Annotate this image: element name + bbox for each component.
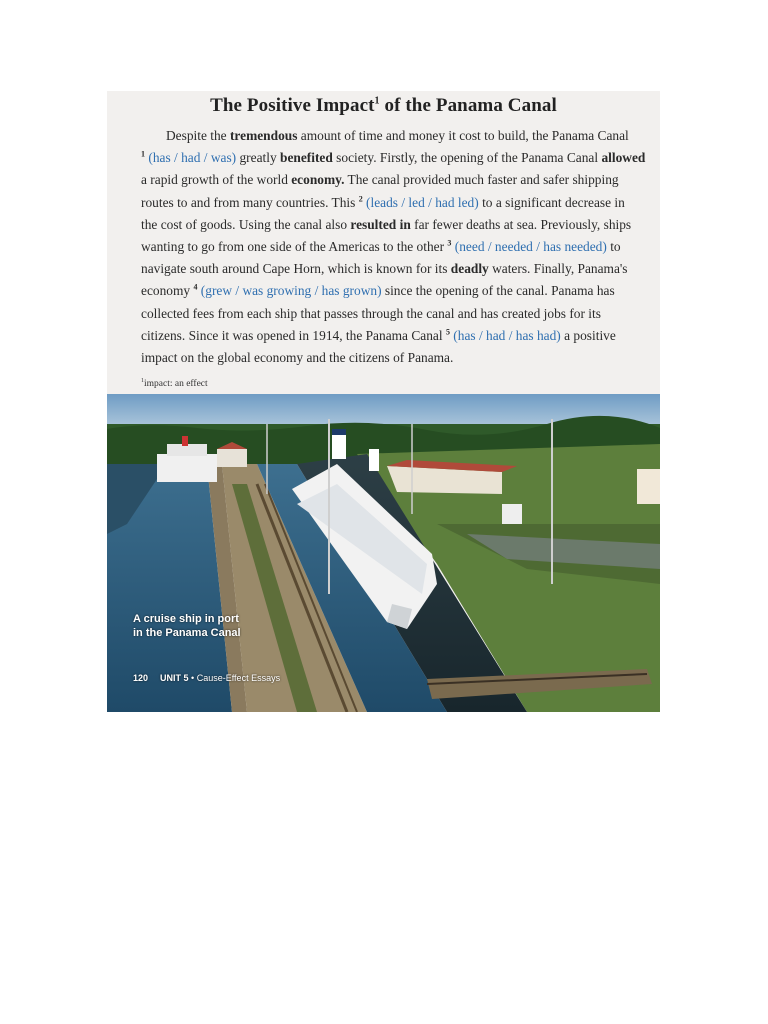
question-number: 3 — [447, 238, 452, 248]
canal-illustration — [107, 394, 660, 712]
paragraph-line — [141, 214, 641, 236]
text-segment: since the opening of the canal. Panama has — [381, 283, 615, 299]
bold-vocabulary: allowed — [601, 150, 646, 166]
text-segment: wanting to go from one side of the Americas to the other — [141, 238, 448, 254]
text-segment: economy — [141, 283, 194, 299]
text-segment: amount of time and money it cost to build, the Panama Canal — [297, 128, 629, 143]
panama-canal-photo — [107, 394, 660, 712]
paragraph-line — [141, 303, 641, 325]
text-segment: the cost of goods. Using the canal also — [141, 216, 351, 232]
text-segment: far fewer deaths at sea. Previously, ships — [410, 216, 632, 232]
question-number: 2 — [358, 194, 363, 204]
verb-choice[interactable]: (has / had / was) — [148, 150, 237, 166]
footnote-marker: 1 — [141, 378, 144, 384]
section-title: Cause-Effect Essays — [196, 673, 281, 683]
essay-paragraph — [141, 125, 646, 369]
text-segment: impact on the global economy and the citizens of Panama. — [141, 349, 454, 365]
text-segment: routes to and from many countries. This — [141, 194, 359, 210]
title-text-rest: of the Panama Canal — [379, 95, 557, 116]
paragraph-line — [141, 258, 641, 280]
text-segment: a rapid growth of the world — [141, 172, 292, 188]
question-number: 1 — [141, 149, 145, 159]
paragraph-line — [141, 280, 641, 302]
verb-choice[interactable]: (need / needed / has needed) — [454, 238, 607, 254]
textbook-page — [107, 91, 660, 712]
question-number: 4 — [193, 282, 198, 292]
page-footer — [133, 673, 280, 683]
verb-choice[interactable]: (grew / was growing / has grown) — [200, 283, 382, 299]
text-segment: navigate south around Cape Horn, which is known for its — [141, 261, 451, 277]
text-segment: collected fees from each ship that passes through the canal and has created jobs for its — [141, 305, 601, 321]
footer-separator: • — [188, 673, 197, 683]
text-segment: a positive — [560, 327, 616, 343]
unit-label: UNIT 5 — [160, 673, 189, 683]
text-section — [107, 91, 660, 394]
paragraph-line — [141, 236, 641, 258]
paragraph-line — [141, 325, 641, 347]
text-segment: citizens. Since it was opened in 1914, the Panama Canal — [141, 327, 446, 343]
bold-vocabulary: economy. — [291, 172, 345, 188]
bold-vocabulary: benefited — [280, 150, 333, 166]
text-segment: to — [606, 238, 621, 254]
page-number: 120 — [133, 673, 149, 683]
verb-choice[interactable]: (has / had / has had) — [453, 327, 561, 343]
bold-vocabulary: tremendous — [229, 128, 298, 143]
paragraph-line — [141, 125, 641, 147]
title-text: The Positive Impact — [210, 95, 375, 116]
verb-choice[interactable]: (leads / led / had led) — [366, 194, 479, 210]
text-segment: Despite the — [166, 128, 230, 143]
paragraph-line — [141, 192, 641, 214]
paragraph-line — [141, 347, 641, 369]
question-number: 5 — [445, 327, 450, 337]
paragraph-line — [141, 147, 646, 169]
page-title — [107, 95, 660, 117]
bold-vocabulary: resulted in — [350, 216, 411, 232]
footnote-text: impact: an effect — [144, 379, 208, 390]
caption-line-1: A cruise ship in port — [133, 613, 239, 625]
footnote — [141, 378, 208, 389]
paragraph-line — [141, 169, 641, 191]
title-footnote-marker: 1 — [374, 95, 380, 107]
bold-vocabulary: deadly — [450, 261, 489, 277]
text-segment: to a significant decrease in — [478, 194, 625, 210]
photo-caption — [133, 612, 241, 640]
text-segment: The canal provided much faster and safer shipping — [344, 172, 619, 188]
text-segment: society. Firstly, the opening of the Panama Canal — [332, 150, 602, 166]
caption-line-2: in the Panama Canal — [133, 627, 241, 639]
text-segment: waters. Finally, Panama's — [488, 261, 628, 277]
text-segment: greatly — [236, 150, 280, 166]
